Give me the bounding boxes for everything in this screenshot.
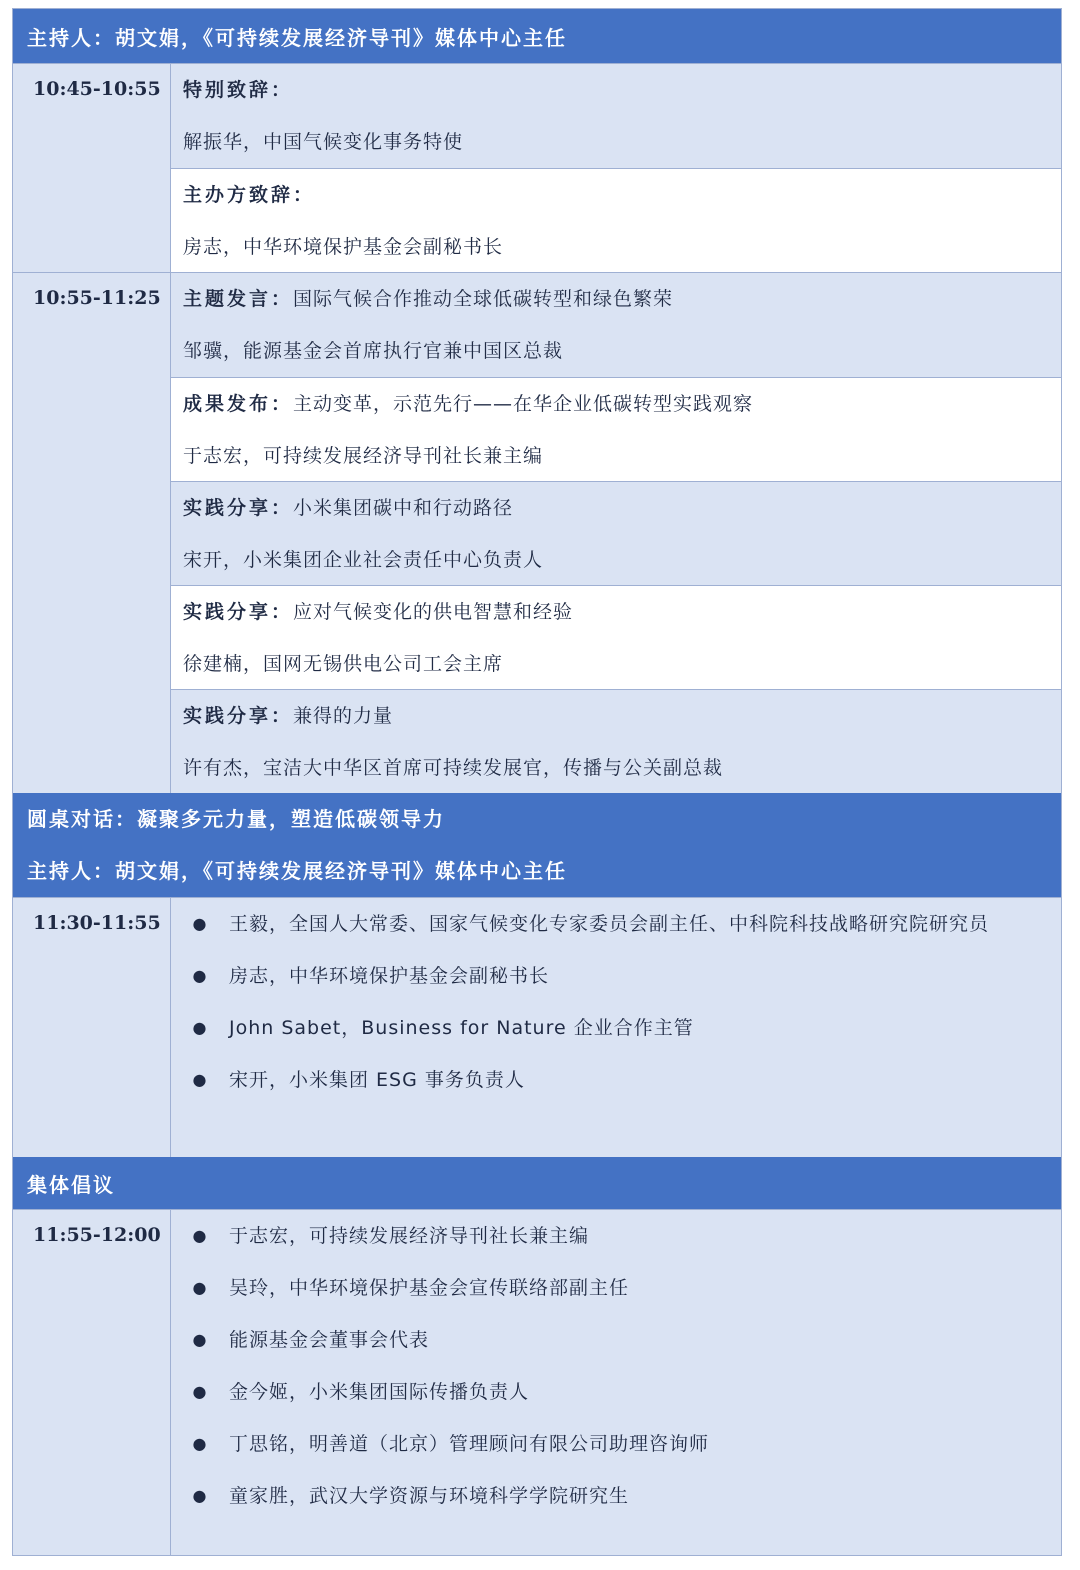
session-title: 兼得的力量 (293, 705, 394, 727)
bullet-icon: ● (192, 1278, 208, 1297)
roundtable-title: 圆桌对话：凝聚多元力量，塑造低碳领导力 (27, 807, 445, 831)
session-title: 应对气候变化的供电智慧和经验 (293, 601, 574, 623)
bullet-icon: ● (192, 1434, 208, 1453)
participant-list (171, 898, 1061, 1157)
roundtable-band (13, 793, 1061, 897)
session-item (171, 168, 1061, 272)
session-label: 成果发布： (183, 393, 294, 415)
session-speaker: 邹骥，能源基金会首席执行官兼中国区总裁 (183, 340, 564, 362)
bullet-icon: ● (192, 1018, 208, 1037)
participant-text: 王毅，全国人大常委、国家气候变化专家委员会副主任、中科院科技战略研究院研究员 (229, 913, 990, 935)
session-item (171, 481, 1061, 585)
initiative-title: 集体倡议 (27, 1172, 115, 1197)
session-title: 国际气候合作推动全球低碳转型和绿色繁荣 (293, 288, 674, 310)
session-label: 实践分享： (183, 497, 294, 519)
session-items (171, 273, 1061, 793)
session-label: 实践分享： (183, 601, 294, 623)
session-speaker: 房志，中华环境保护基金会副秘书长 (183, 236, 504, 258)
session-title: 主动变革，示范先行——在华企业低碳转型实践观察 (293, 393, 754, 415)
bullet-icon: ● (192, 1070, 208, 1089)
session-speaker: 宋开，小米集团企业社会责任中心负责人 (183, 549, 544, 571)
bullet-icon: ● (192, 1382, 208, 1401)
list-item (171, 1262, 1061, 1314)
list-item (171, 1054, 1061, 1106)
agenda-row-4 (13, 1209, 1061, 1555)
session-label: 主题发言： (183, 288, 294, 310)
time-cell: 10:45-10:55 (13, 64, 171, 272)
session-item (171, 689, 1061, 793)
session-speaker: 徐建楠，国网无锡供电公司工会主席 (183, 653, 504, 675)
session-speaker: 于志宏，可持续发展经济导刊社长兼主编 (183, 445, 544, 467)
host-band-text: 主持人：胡文娟，《可持续发展经济导刊》媒体中心主任 (27, 25, 567, 50)
agenda-row-3 (13, 897, 1061, 1157)
list-item (171, 1470, 1061, 1522)
roundtable-host: 主持人：胡文娟，《可持续发展经济导刊》媒体中心主任 (27, 859, 567, 883)
session-label: 实践分享： (183, 705, 294, 727)
list-item (171, 950, 1061, 1002)
session-speaker: 解振华，中国气候变化事务特使 (183, 131, 464, 153)
session-item (171, 377, 1061, 481)
session-item (171, 585, 1061, 689)
list-item (171, 1210, 1061, 1262)
session-title: 小米集团碳中和行动路径 (293, 497, 514, 519)
participant-text: 丁思铭，明善道（北京）管理顾问有限公司助理咨询师 (229, 1433, 710, 1455)
agenda-table (12, 8, 1062, 1556)
list-item (171, 1002, 1061, 1054)
list-item (171, 898, 1061, 950)
list-item (171, 1314, 1061, 1366)
bullet-icon: ● (192, 914, 208, 933)
session-label: 特别致辞： (183, 79, 294, 101)
participant-text: 宋开，小米集团 ESG 事务负责人 (229, 1069, 525, 1091)
participant-text: 能源基金会董事会代表 (229, 1329, 430, 1351)
host-band (13, 9, 1061, 63)
bullet-icon: ● (192, 966, 208, 985)
list-item (171, 1418, 1061, 1470)
time-cell: 11:30-11:55 (13, 898, 171, 1157)
bullet-icon: ● (192, 1486, 208, 1505)
time-cell: 11:55-12:00 (13, 1210, 171, 1555)
participant-text: 于志宏，可持续发展经济导刊社长兼主编 (229, 1225, 590, 1247)
session-item (171, 64, 1061, 168)
agenda-row-2 (13, 272, 1061, 793)
session-speaker: 许有杰，宝洁大中华区首席可持续发展官，传播与公关副总裁 (183, 757, 724, 779)
bullet-icon: ● (192, 1226, 208, 1245)
participant-text: 金今姬，小米集团国际传播负责人 (229, 1381, 530, 1403)
participant-text: John Sabet，Business for Nature 企业合作主管 (229, 1017, 694, 1039)
list-item (171, 1366, 1061, 1418)
session-label: 主办方致辞： (183, 184, 316, 206)
participant-text: 童家胜，武汉大学资源与环境科学学院研究生 (229, 1485, 630, 1507)
bullet-icon: ● (192, 1330, 208, 1349)
time-cell: 10:55-11:25 (13, 273, 171, 793)
agenda-row-1 (13, 63, 1061, 272)
participant-text: 吴玲，中华环境保护基金会宣传联络部副主任 (229, 1277, 630, 1299)
participant-list (171, 1210, 1061, 1555)
participant-text: 房志，中华环境保护基金会副秘书长 (229, 965, 550, 987)
session-items (171, 64, 1061, 272)
session-item (171, 273, 1061, 377)
initiative-band (13, 1157, 1061, 1209)
